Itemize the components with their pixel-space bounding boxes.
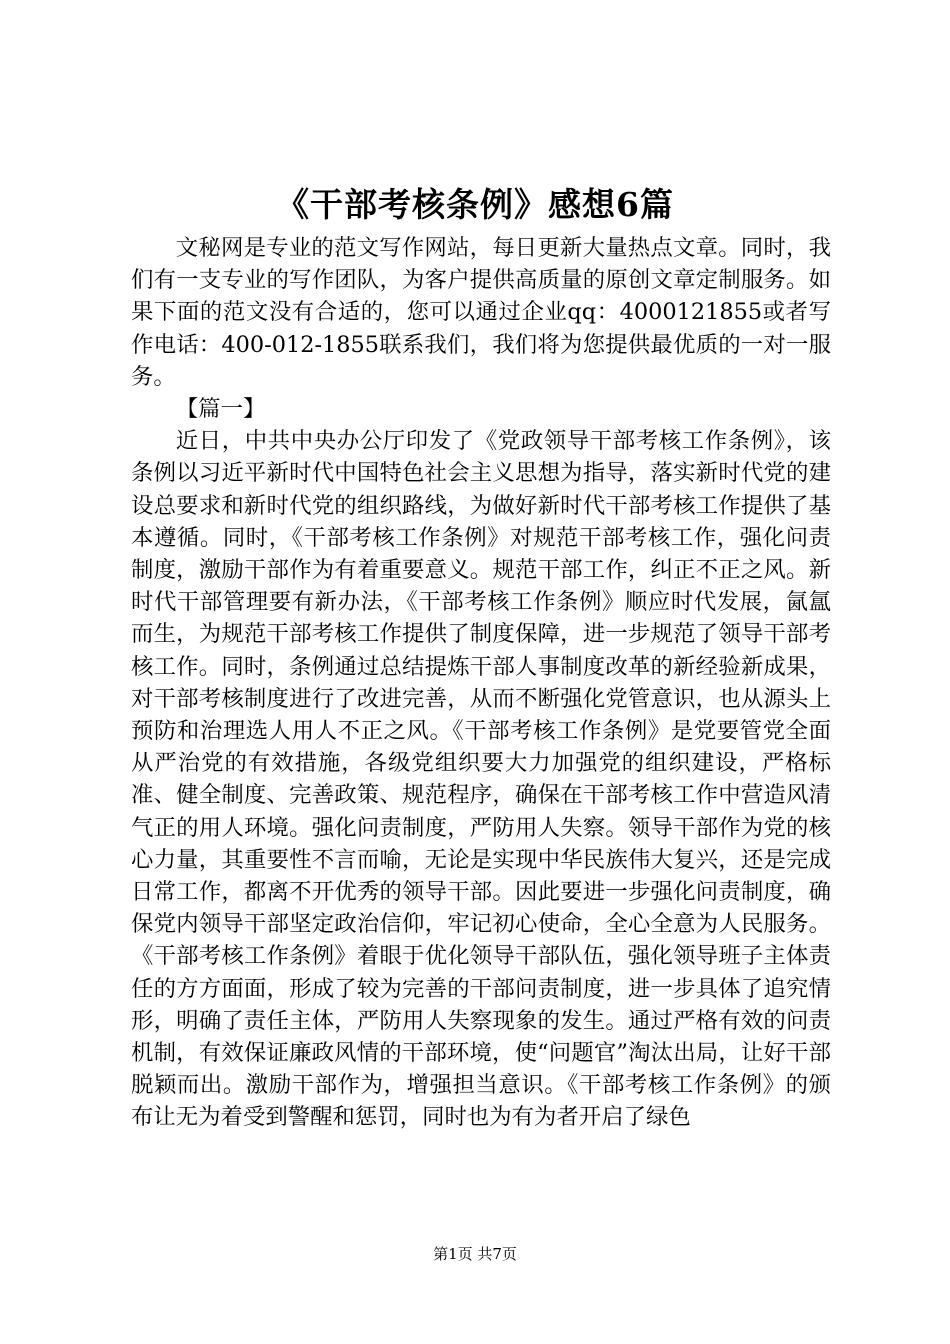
intro-paragraph: 文秘网是专业的范文写作网站，每日更新大量热点文章。同时，我们有一支专业的写作团队，为客户提供高质量的原创文章定制服务。如果下面的范文没有合适的，您可以通过企业qq：4000121855或者写作电话：400-012-1855联系我们，我们将为您提供最优质的一对一服务。	[131, 235, 831, 390]
document-content	[131, 232, 831, 1134]
document-title: 《干部考核条例》感想6篇	[276, 185, 674, 224]
body-paragraph: 近日，中共中央办公厅印发了《党政领导干部考核工作条例》，该条例以习近平新时代中国特色社会主义思想为指导，落实新时代党的建设总要求和新时代党的组织路线，为做好新时代干部考核工作提供了基本遵循。同时，《干部考核工作条例》对规范干部考核工作，强化问责制度，激励干部作为有着重要意义。规范干部工作，纠正不正之风。新时代干部管理要有新办法，《干部考核工作条例》顺应时代发展，氤氲而生，为规范干部考核工作提供了制度保障，进一步规范了领导干部考核工作。同时，条例通过总结提炼干部人事制度改革的新经验新成果，对干部考核制度进行了改进完善，从而不断强化党管意识，也从源头上预防和治理选人用人不正之风。《干部考核工作条例》是党要管党全面从严治党的有效措施，各级党组织要大力加强党的组织建设，严格标准、健全制度、完善政策、规范程序，确保在干部考核工作中营造风清气正的用人环境。强化问责制度，严防用人失察。领导干部作为党的核心力量，其重要性不言而喻，无论是实现中华民族伟大复兴，还是完成日常工作，都离不开优秀的领导干部。因此要进一步强化问责制度，确保党内领导干部坚定政治信仰，牢记初心使命，全心全意为人民服务。《干部考核工作条例》着眼于优化领导干部队伍，强化领导班子主体责任的方方面面，形成了较为完善的干部问责制度，进一步具体了追究情形，明确了责任主体，严防用人失察现象的发生。通过严格有效的问责机制，有效保证廉政风情的干部环境，使“问题官”淘汰出局，让好干部脱颖而出。激励干部作为，增强担当意识。《干部考核工作条例》的颁布让无为着受到警醒和惩罚，同时也为有为者开启了绿色	[131, 428, 831, 1131]
section-heading: 【篇一】	[175, 396, 266, 423]
page-footer: 第1页 共7页	[433, 1245, 517, 1263]
